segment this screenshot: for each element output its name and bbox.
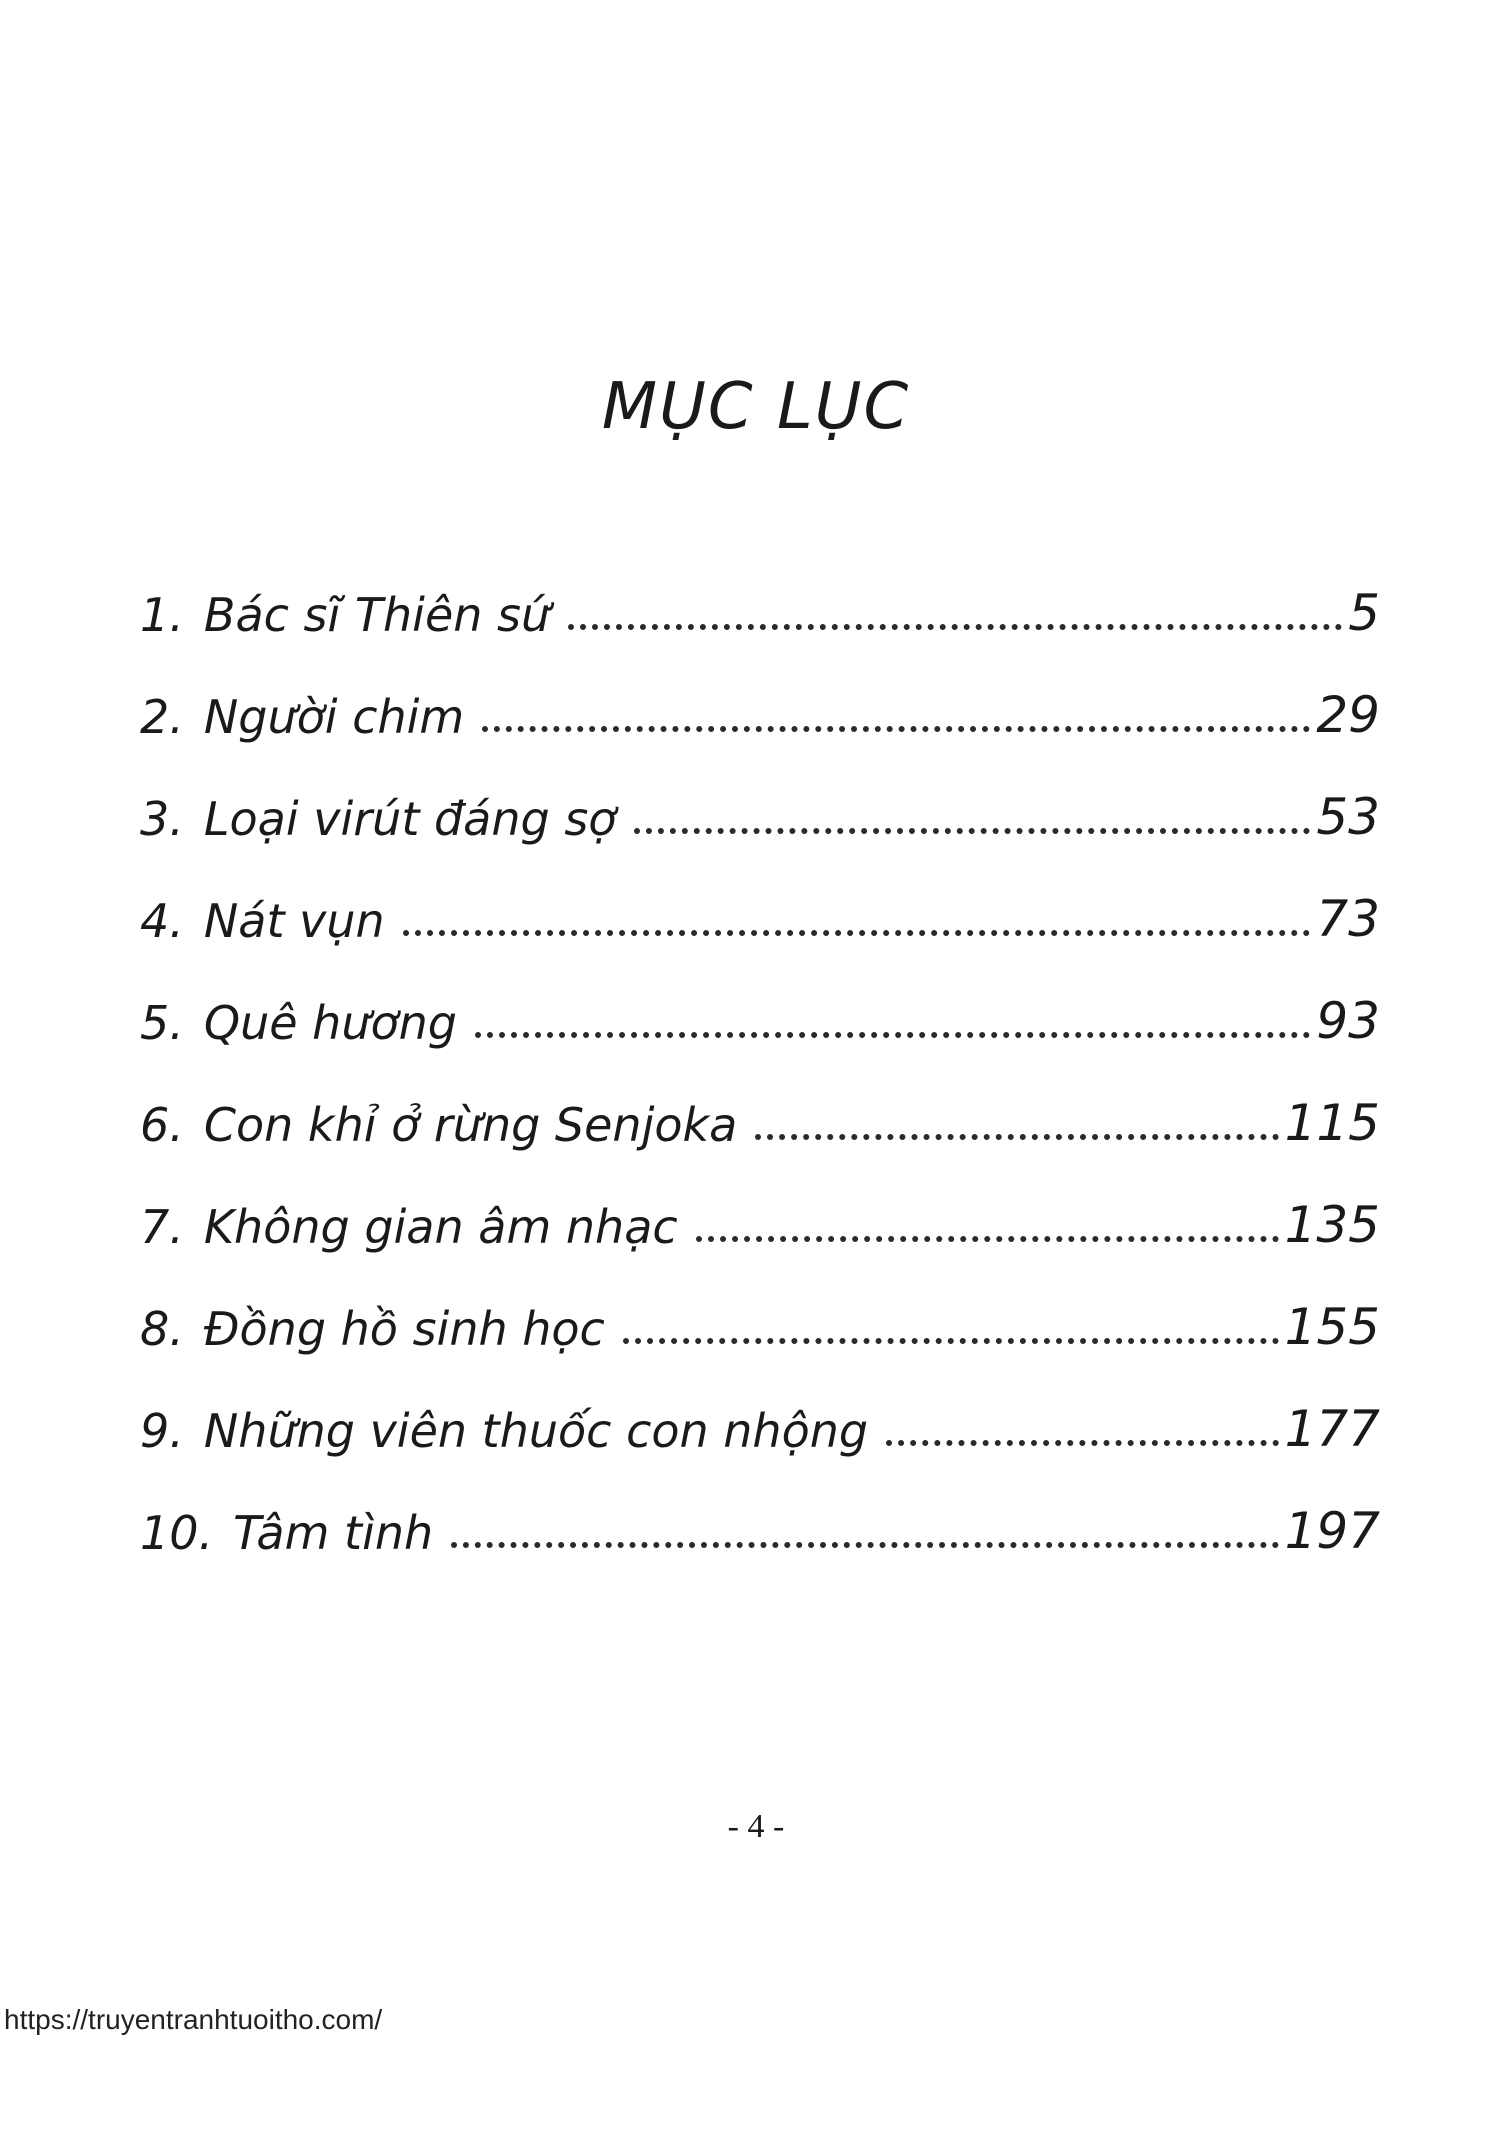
toc-entry-2 [140, 642, 1380, 744]
toc-entry-5 [140, 948, 1380, 1050]
toc-entry-page: 29 [1316, 686, 1380, 744]
dot-leader [403, 884, 1311, 936]
source-url-watermark: https://truyentranhtuoitho.com/ [4, 2004, 383, 2035]
dot-leader [696, 1190, 1279, 1242]
toc-entry-1 [140, 540, 1380, 642]
dot-leader [451, 1496, 1278, 1548]
toc-entry-9 [140, 1356, 1380, 1458]
dot-leader [623, 1292, 1279, 1344]
toc-entry-page: 53 [1316, 788, 1380, 846]
toc-entry-page: 197 [1284, 1502, 1380, 1560]
toc-entry-title: Nát vụn [203, 894, 385, 948]
dot-leader [568, 578, 1342, 630]
table-of-contents [140, 540, 1380, 1560]
toc-entry-title: Những viên thuốc con nhộng [203, 1404, 869, 1458]
toc-entry-number: 5. [140, 996, 184, 1050]
toc-entry-title: Không gian âm nhạc [203, 1200, 678, 1254]
toc-entry-page: 135 [1284, 1196, 1380, 1254]
toc-entry-title: Quê hương [203, 996, 457, 1050]
toc-entry-number: 4. [140, 894, 184, 948]
toc-entry-number: 10. [140, 1506, 214, 1560]
toc-entry-title: Đồng hồ sinh học [203, 1302, 605, 1356]
toc-entry-10 [140, 1458, 1380, 1560]
toc-entry-number: 9. [140, 1404, 184, 1458]
dot-leader [475, 986, 1310, 1038]
toc-entry-number: 8. [140, 1302, 184, 1356]
toc-entry-title: Bác sĩ Thiên sứ [203, 588, 551, 642]
toc-entry-3 [140, 744, 1380, 846]
toc-entry-6 [140, 1050, 1380, 1152]
dot-leader [482, 680, 1310, 732]
toc-entry-number: 1. [140, 588, 184, 642]
page-title: MỤC LỤC [601, 370, 911, 444]
toc-entry-number: 7. [140, 1200, 184, 1254]
toc-entry-page: 155 [1284, 1298, 1380, 1356]
toc-entry-page: 93 [1316, 992, 1380, 1050]
dot-leader [755, 1088, 1278, 1140]
toc-entry-7 [140, 1152, 1380, 1254]
toc-entry-page: 5 [1348, 584, 1380, 642]
toc-entry-page: 115 [1284, 1094, 1380, 1152]
toc-entry-8 [140, 1254, 1380, 1356]
toc-entry-4 [140, 846, 1380, 948]
dot-leader [886, 1394, 1278, 1446]
toc-entry-number: 6. [140, 1098, 184, 1152]
page-number: - 4 - [727, 1808, 785, 1845]
toc-entry-page: 73 [1316, 890, 1380, 948]
toc-entry-title: Loại virút đáng sợ [203, 792, 617, 846]
dot-leader [634, 782, 1310, 834]
toc-entry-number: 2. [140, 690, 184, 744]
toc-entry-title: Người chim [203, 690, 465, 744]
toc-entry-number: 3. [140, 792, 184, 846]
toc-entry-page: 177 [1284, 1400, 1380, 1458]
toc-entry-title: Con khỉ ở rừng Senjoka [203, 1098, 738, 1152]
toc-entry-title: Tâm tình [233, 1506, 434, 1560]
